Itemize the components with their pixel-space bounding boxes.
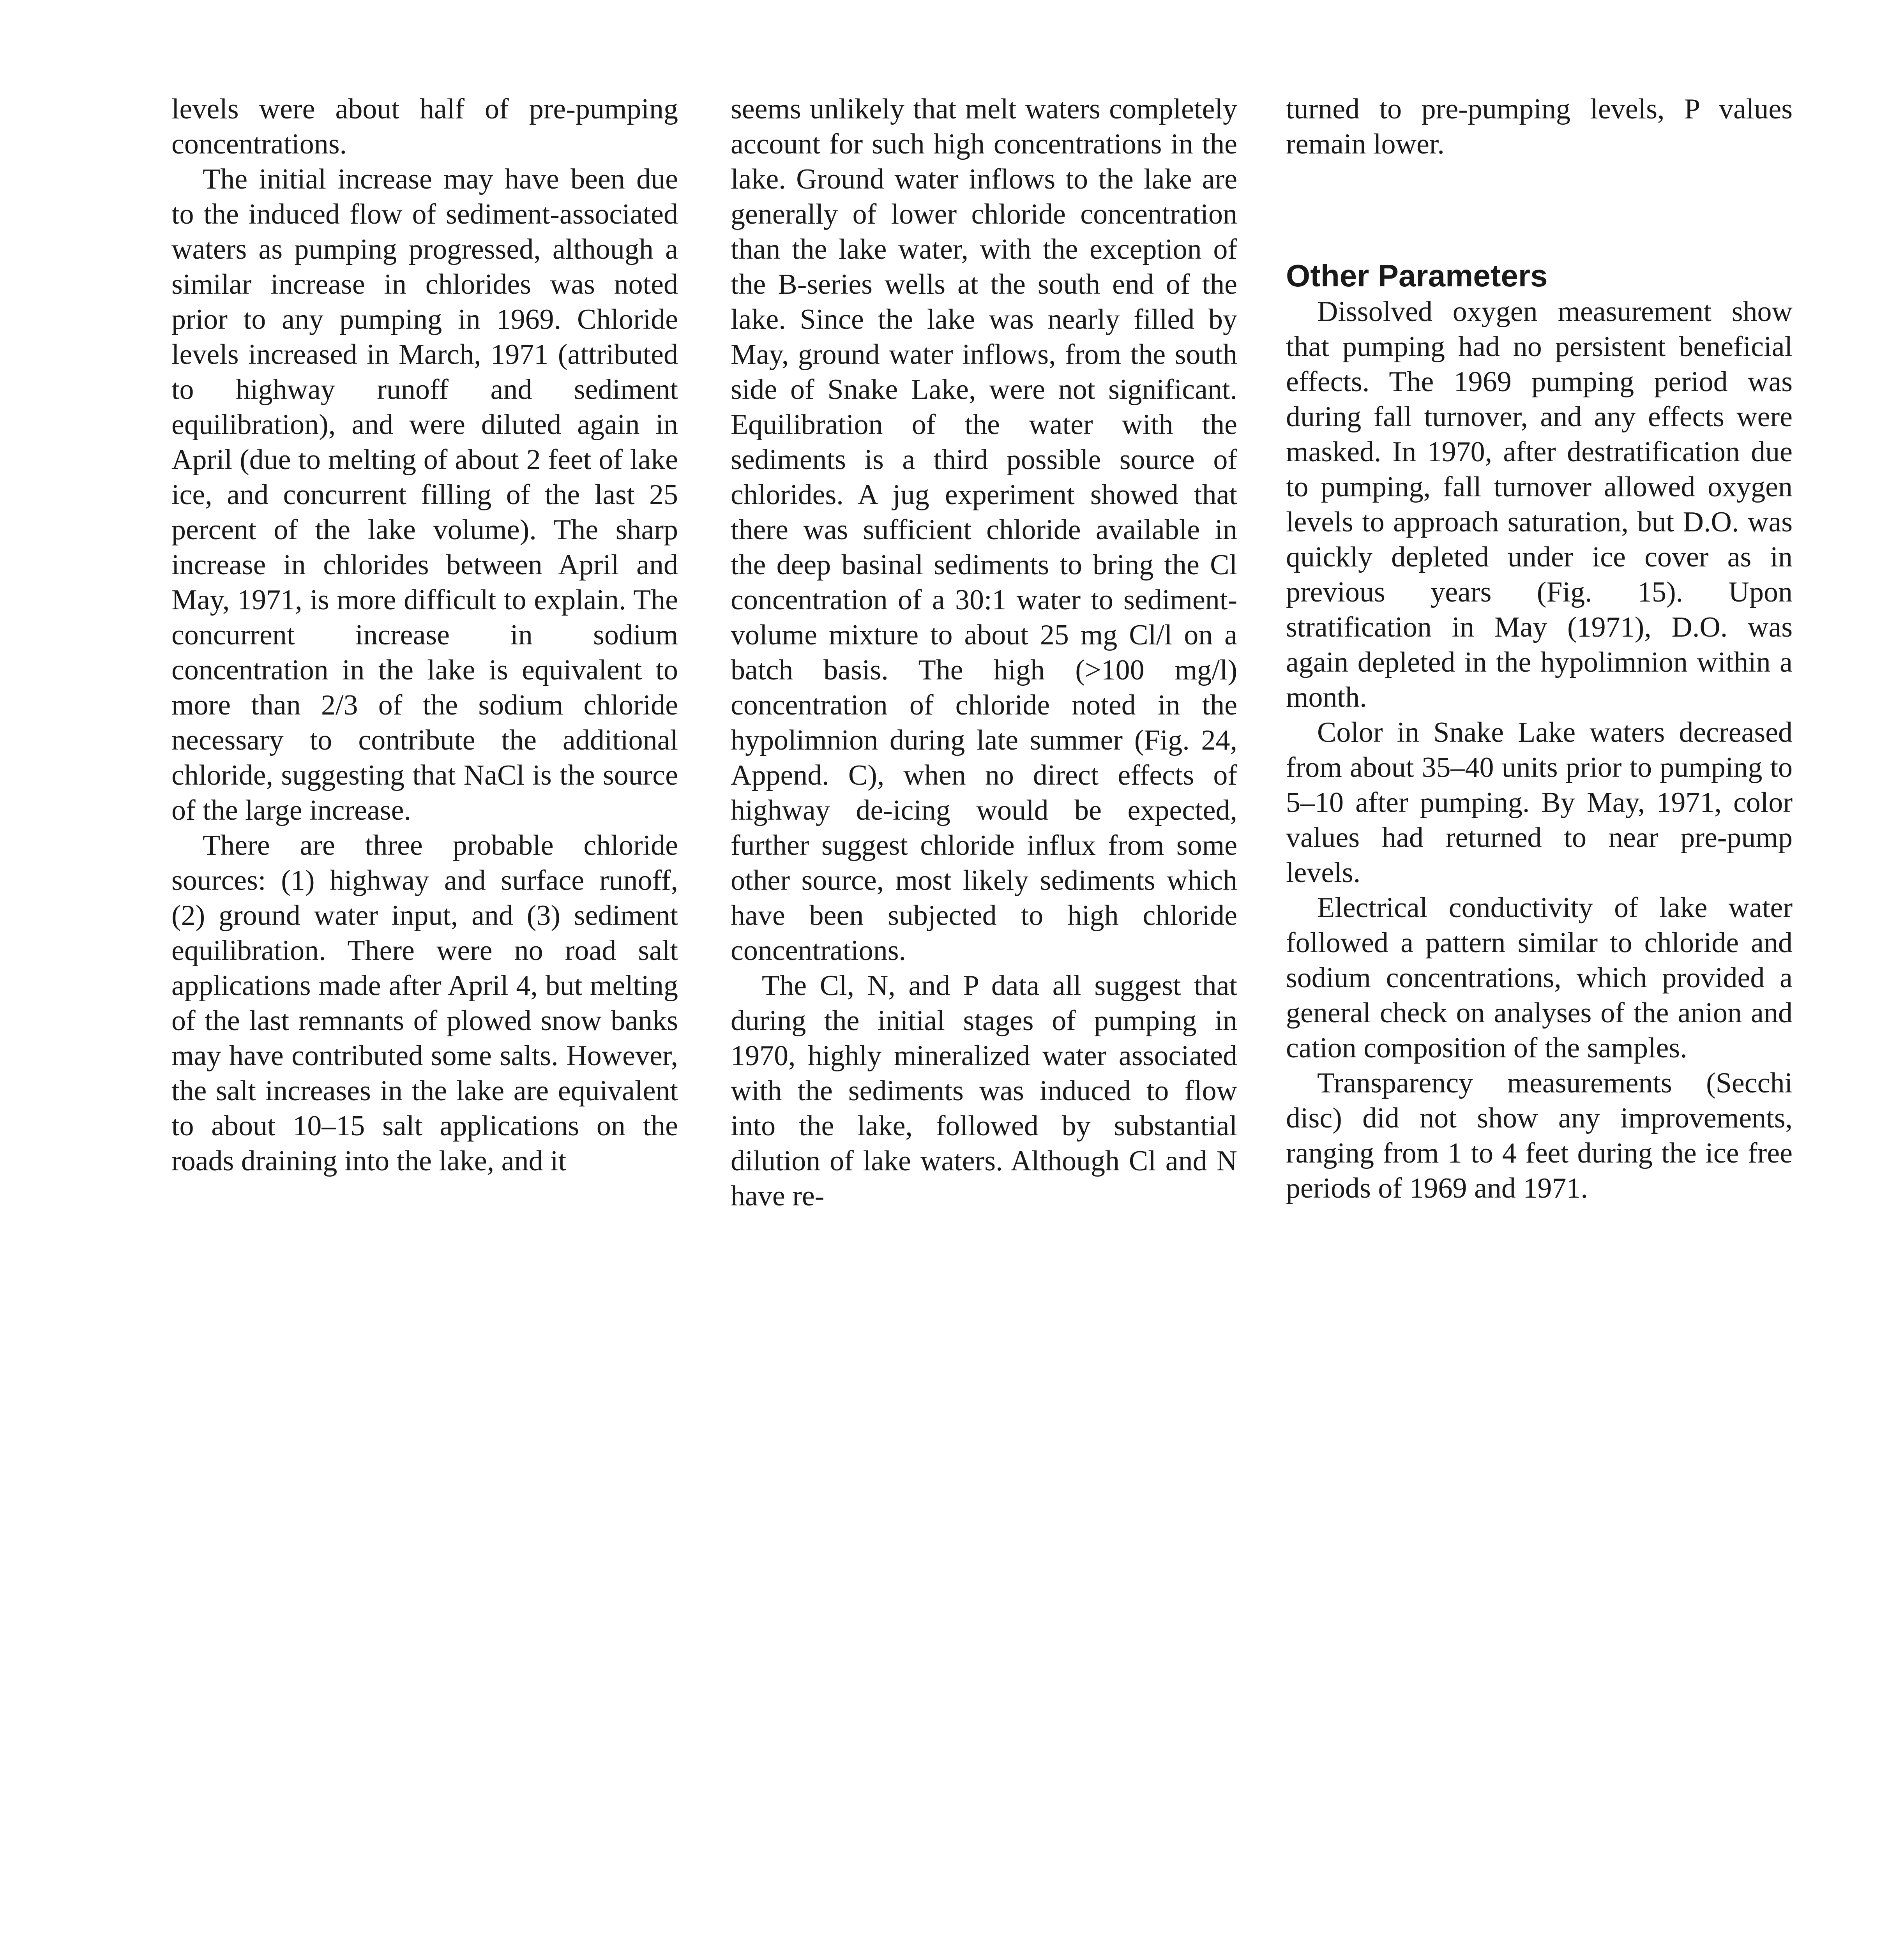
paragraph: Transparency measurements (Secchi disc) did not show any improvements, ranging from 1 to 4 feet during the ice free periods of 1969 and 1971. <box>1286 1067 1793 1204</box>
text-column-middle <box>731 92 1237 1214</box>
text-column-right <box>1286 92 1793 1206</box>
paragraph: turned to pre-pumping levels, P values remain lower. <box>1286 93 1793 160</box>
paragraph: Electrical conductivity of lake water followed a pattern similar to chloride and sodium concentrations, which provided a general check on analyses of the anion and cation composition of the samples. <box>1286 892 1793 1064</box>
paragraph: levels were about half of pre-pumping concentrations. <box>171 93 678 160</box>
paragraph: Color in Snake Lake waters decreased from about 35–40 units prior to pumping to 5–10 after pumping. By May, 1971, color values had returned to near pre-pump levels. <box>1286 716 1793 889</box>
paragraph: seems unlikely that melt waters completely account for such high concentrations in the lake. Ground water inflows to the lake are generally of lower chloride concentration than the lake water, with the exception of the B-series wells at the south end of the lake. Since the lake was nearly filled by May, ground water inflows, from the south side of Snake Lake, were not significant. Equilibration of the water with the sediments is a third possible source of chlorides. A jug experiment showed that there was sufficient chloride available in the deep basinal sediments to bring the Cl concentration of a 30:1 water to sediment-volume mixture to about 25 mg Cl/l on a batch basis. The high (>100 mg/l) concentration of chloride noted in the hypolimnion during late summer (Fig. 24, Append. C), when no direct effects of highway de-icing would be expected, further suggest chloride influx from some other source, most likely sediments which have been subjected to high chloride concentrations. <box>731 93 1237 967</box>
paragraph: Dissolved oxygen measurement show that pumping had no persistent beneficial effects. The 1969 pumping period was during fall turnover, and any effects were masked. In 1970, after destratification due to pumping, fall turnover allowed oxygen levels to approach saturation, but D.O. was quickly depleted under ice cover as in previous years (Fig. 15). Upon stratification in May (1971), D.O. was again depleted in the hypolimnion within a month. <box>1286 296 1793 713</box>
paragraph: The Cl, N, and P data all suggest that during the initial stages of pumping in 1970, highly mineralized water associated with the sediments was induced to flow into the lake, followed by substantial dilution of lake waters. Although Cl and N have re- <box>731 970 1237 1212</box>
text-column-left <box>171 92 678 1179</box>
paragraph: The initial increase may have been due to the induced flow of sediment-associated waters as pumping progressed, although a similar increase in chlorides was noted prior to any pumping in 1969. Chloride levels increased in March, 1971 (attributed to highway runoff and sediment equilibration), and were diluted again in April (due to melting of about 2 feet of lake ice, and concurrent filling of the last 25 percent of the lake volume). The sharp increase in chlorides between April and May, 1971, is more difficult to explain. The concurrent increase in sodium concentration in the lake is equivalent to more than 2/3 of the sodium chloride necessary to contribute the additional chloride, suggesting that NaCl is the source of the large increase. <box>171 163 678 826</box>
section-heading: Other Parameters <box>1286 258 1548 293</box>
paragraph: There are three probable chloride sources: (1) highway and surface runoff, (2) ground water input, and (3) sediment equilibration. There were no road salt applications made after April 4, but melting of the last remnants of plowed snow banks may have contributed some salts. However, the salt increases in the lake are equivalent to about 10–15 salt applications on the roads draining into the lake, and it <box>171 829 678 1177</box>
